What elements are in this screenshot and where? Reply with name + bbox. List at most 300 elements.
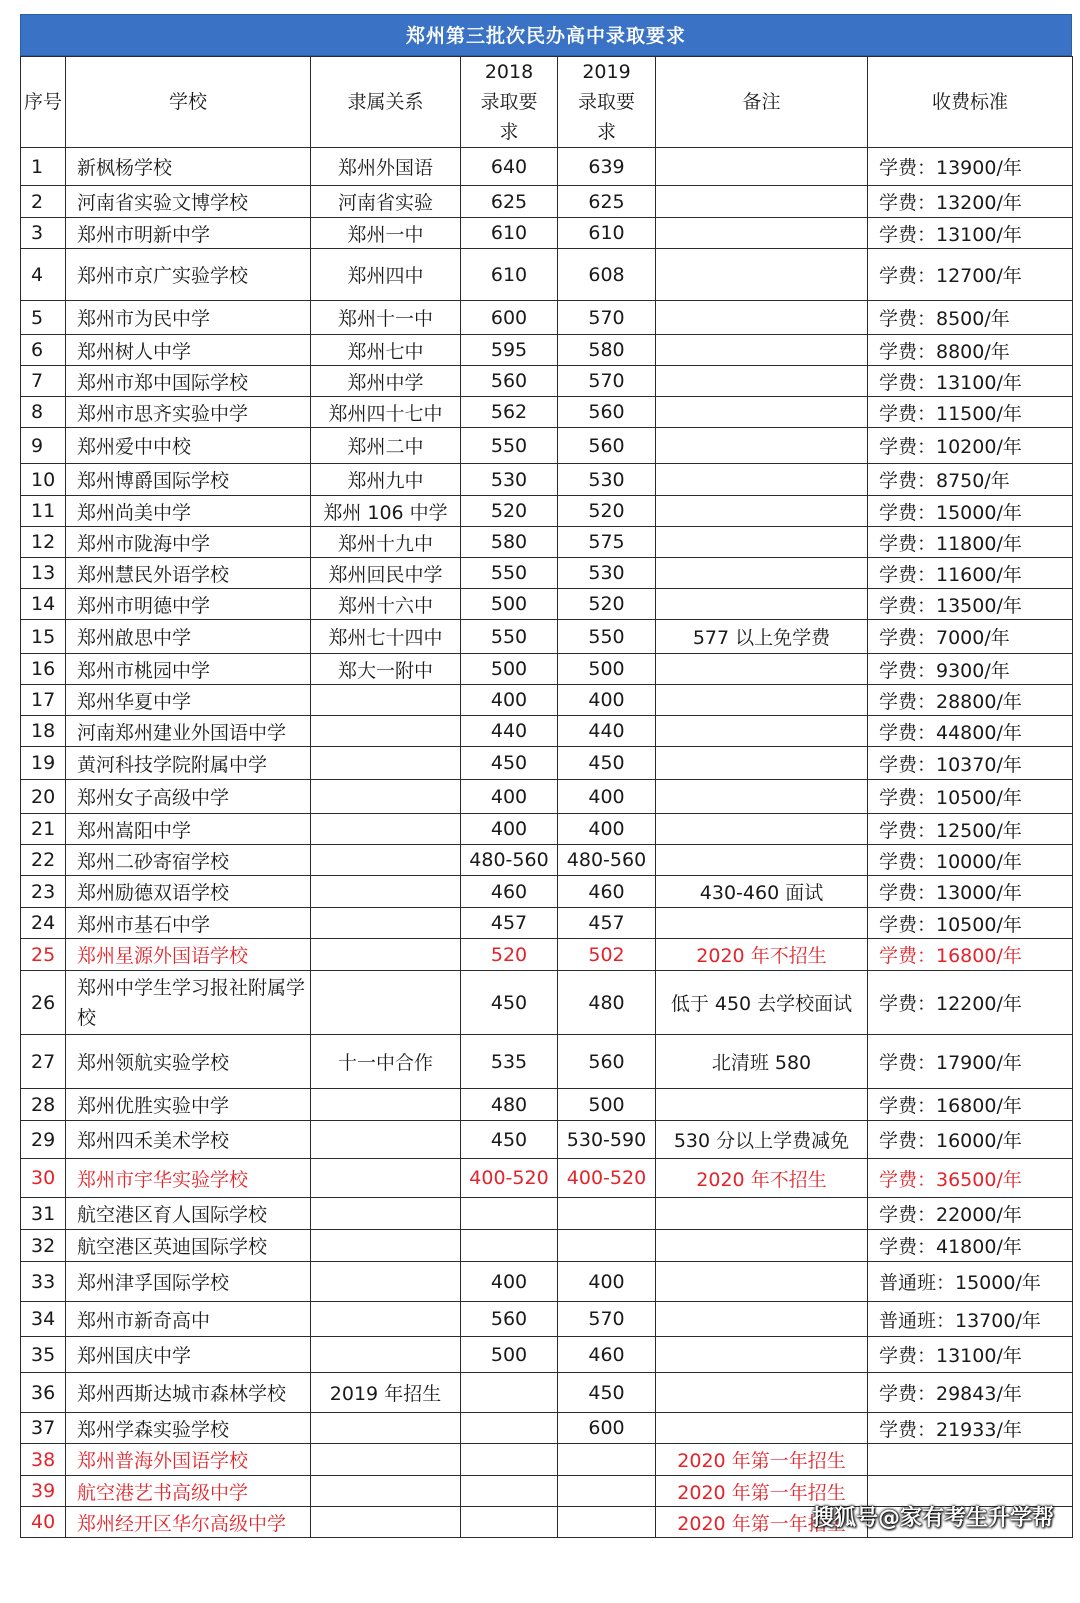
cell-2019: 400 [558,780,656,814]
cell-seq: 30 [21,1159,66,1198]
cell-note: 2020 年第一年招生 [656,1444,868,1476]
cell-fee: 学费：11800/年 [868,527,1073,558]
cell-2019: 560 [558,397,656,428]
cell-seq: 25 [21,939,66,971]
cell-note [656,366,868,397]
cell-2019: 625 [558,186,656,218]
cell-fee: 学费：16800/年 [868,939,1073,971]
table-row [21,335,1073,366]
cell-school: 郑州爱中中校 [66,428,311,464]
cell-fee: 学费：13000/年 [868,876,1073,908]
table-row [21,1230,1073,1262]
cell-seq: 24 [21,908,66,939]
cell-2019: 560 [558,1035,656,1089]
cell-seq: 7 [21,366,66,397]
table-row [21,814,1073,845]
cell-fee: 学费：13100/年 [868,218,1073,249]
cell-note: 2020 年第一年招生 [656,1507,868,1538]
cell-2019 [558,1230,656,1262]
cell-school: 郑州四禾美术学校 [66,1121,311,1159]
cell-fee: 普通班：13700/年 [868,1302,1073,1337]
cell-2018 [461,1373,558,1413]
cell-seq: 4 [21,249,66,301]
cell-school: 郑州中学生学习报社附属学校 [66,971,311,1035]
table-row [21,1337,1073,1373]
cell-2018: 460 [461,876,558,908]
cell-2019: 575 [558,527,656,558]
cell-note [656,1373,868,1413]
cell-2019: 520 [558,589,656,620]
cell-affiliation: 郑州外国语 [311,148,461,186]
cell-2018: 640 [461,148,558,186]
cell-school: 郑州慧民外语学校 [66,558,311,589]
cell-2019: 400 [558,1262,656,1302]
cell-2019: 500 [558,1089,656,1121]
cell-affiliation: 郑州 106 中学 [311,496,461,527]
cell-fee: 学费：28800/年 [868,685,1073,716]
cell-2018: 562 [461,397,558,428]
cell-2019: 460 [558,876,656,908]
table-row [21,1198,1073,1230]
cell-fee: 学费：10370/年 [868,747,1073,780]
cell-2018: 500 [461,1337,558,1373]
cell-school: 郑州市为民中学 [66,301,311,335]
cell-2018 [461,1476,558,1507]
cell-fee: 学费：16800/年 [868,1089,1073,1121]
cell-seq: 9 [21,428,66,464]
cell-seq: 23 [21,876,66,908]
cell-seq: 17 [21,685,66,716]
table-row [21,249,1073,301]
table-row [21,1035,1073,1089]
cell-seq: 5 [21,301,66,335]
admission-table [20,56,1073,1538]
cell-2018: 530 [461,464,558,496]
cell-affiliation: 郑州七中 [311,335,461,366]
cell-note: 530 分以上学费减免 [656,1121,868,1159]
cell-2018: 560 [461,366,558,397]
cell-2018: 500 [461,589,558,620]
cell-affiliation [311,814,461,845]
header-2019: 2019录取要求 [558,57,656,148]
cell-affiliation [311,1507,461,1538]
cell-note [656,1198,868,1230]
cell-seq: 1 [21,148,66,186]
table-row [21,1413,1073,1444]
cell-fee: 学费：10000/年 [868,845,1073,876]
cell-note: 430-460 面试 [656,876,868,908]
cell-note [656,1262,868,1302]
cell-2018: 600 [461,301,558,335]
cell-2018: 400 [461,814,558,845]
cell-school: 郑州经开区华尔高级中学 [66,1507,311,1538]
cell-2019: 460 [558,1337,656,1373]
cell-note [656,496,868,527]
cell-school: 河南郑州建业外国语中学 [66,716,311,747]
cell-school: 郑州领航实验学校 [66,1035,311,1089]
table-row [21,428,1073,464]
cell-2019: 450 [558,1373,656,1413]
cell-affiliation: 河南省实验 [311,186,461,218]
cell-fee: 学费：15000/年 [868,496,1073,527]
cell-affiliation [311,876,461,908]
cell-note: 低于 450 去学校面试 [656,971,868,1035]
cell-2019: 560 [558,428,656,464]
cell-affiliation [311,1444,461,1476]
cell-seq: 18 [21,716,66,747]
watermark: 搜狐号@家有考生升学帮 [811,1506,1054,1531]
cell-note [656,814,868,845]
cell-2018: 625 [461,186,558,218]
cell-fee: 学费：21933/年 [868,1413,1073,1444]
cell-note [656,908,868,939]
cell-fee: 学费：10500/年 [868,780,1073,814]
cell-note [656,1089,868,1121]
cell-seq: 12 [21,527,66,558]
cell-affiliation [311,939,461,971]
table-row [21,780,1073,814]
cell-fee: 学费：10500/年 [868,908,1073,939]
header-fee: 收费标准 [868,57,1073,148]
cell-school: 河南省实验文博学校 [66,186,311,218]
cell-affiliation [311,1121,461,1159]
cell-seq: 3 [21,218,66,249]
cell-school: 郑州市基石中学 [66,908,311,939]
table-row [21,464,1073,496]
cell-school: 郑州市明新中学 [66,218,311,249]
cell-affiliation [311,1337,461,1373]
table-row [21,1089,1073,1121]
cell-note [656,148,868,186]
table-row [21,218,1073,249]
cell-2019: 520 [558,496,656,527]
table-row [21,148,1073,186]
cell-seq: 15 [21,620,66,654]
cell-fee: 学费：12700/年 [868,249,1073,301]
cell-school: 郑州市宇华实验学校 [66,1159,311,1198]
cell-seq: 6 [21,335,66,366]
cell-2018 [461,1507,558,1538]
cell-2018 [461,1198,558,1230]
cell-school: 郑州二砂寄宿学校 [66,845,311,876]
cell-2018: 580 [461,527,558,558]
cell-2019 [558,1444,656,1476]
cell-2019: 530 [558,558,656,589]
table-title: 郑州第三批次民办高中录取要求 [20,14,1072,56]
cell-2018: 535 [461,1035,558,1089]
table-row [21,620,1073,654]
cell-note [656,1413,868,1444]
cell-2018: 450 [461,1121,558,1159]
cell-seq: 28 [21,1089,66,1121]
cell-fee: 学费：10200/年 [868,428,1073,464]
cell-fee: 学费：11500/年 [868,397,1073,428]
cell-affiliation [311,1302,461,1337]
cell-2019: 440 [558,716,656,747]
cell-2019: 400 [558,685,656,716]
cell-fee: 学费：8800/年 [868,335,1073,366]
cell-seq: 35 [21,1337,66,1373]
cell-affiliation: 郑州回民中学 [311,558,461,589]
cell-seq: 36 [21,1373,66,1413]
cell-note [656,685,868,716]
cell-affiliation [311,1262,461,1302]
cell-school: 新枫杨学校 [66,148,311,186]
cell-seq: 8 [21,397,66,428]
cell-2019: 580 [558,335,656,366]
cell-fee: 学费：36500/年 [868,1159,1073,1198]
cell-school: 郑州市陇海中学 [66,527,311,558]
cell-2019: 480-560 [558,845,656,876]
cell-seq: 31 [21,1198,66,1230]
cell-school: 郑州市京广实验学校 [66,249,311,301]
cell-2019: 550 [558,620,656,654]
table-row [21,876,1073,908]
cell-2018: 400 [461,685,558,716]
cell-fee: 学费：13200/年 [868,186,1073,218]
cell-note [656,249,868,301]
table-row [21,397,1073,428]
cell-affiliation: 郑州九中 [311,464,461,496]
cell-2018: 480-560 [461,845,558,876]
cell-school: 郑州尚美中学 [66,496,311,527]
cell-fee: 学费：13100/年 [868,1337,1073,1373]
cell-school: 郑州树人中学 [66,335,311,366]
table-row [21,971,1073,1035]
table-row [21,845,1073,876]
header-row [21,57,1073,148]
table-row [21,685,1073,716]
header-2018: 2018录取要求 [461,57,558,148]
cell-fee: 学费：29843/年 [868,1373,1073,1413]
cell-affiliation: 郑州四中 [311,249,461,301]
cell-affiliation: 郑州中学 [311,366,461,397]
cell-2018: 520 [461,939,558,971]
cell-2019: 502 [558,939,656,971]
header-affiliation: 隶属关系 [311,57,461,148]
cell-2019: 500 [558,654,656,685]
cell-fee: 学费：12200/年 [868,971,1073,1035]
cell-affiliation: 郑州十六中 [311,589,461,620]
cell-school: 郑州华夏中学 [66,685,311,716]
cell-affiliation [311,908,461,939]
cell-seq: 11 [21,496,66,527]
cell-note [656,1230,868,1262]
cell-2019 [558,1507,656,1538]
cell-school: 郑州励德双语学校 [66,876,311,908]
cell-2018: 520 [461,496,558,527]
cell-2019: 570 [558,301,656,335]
cell-note [656,464,868,496]
cell-note [656,780,868,814]
admission-table-sheet [20,14,1072,1538]
cell-note: 北清班 580 [656,1035,868,1089]
cell-seq: 33 [21,1262,66,1302]
cell-note [656,186,868,218]
cell-seq: 29 [21,1121,66,1159]
cell-seq: 40 [21,1507,66,1538]
cell-note [656,527,868,558]
cell-school: 郑州嵩阳中学 [66,814,311,845]
table-row [21,496,1073,527]
cell-school: 郑州国庆中学 [66,1337,311,1373]
cell-2018 [461,1230,558,1262]
cell-seq: 27 [21,1035,66,1089]
cell-seq: 26 [21,971,66,1035]
cell-2018: 450 [461,747,558,780]
cell-2019: 450 [558,747,656,780]
cell-2018: 560 [461,1302,558,1337]
cell-seq: 32 [21,1230,66,1262]
cell-note [656,845,868,876]
cell-fee [868,1444,1073,1476]
cell-fee: 学费：7000/年 [868,620,1073,654]
header-note: 备注 [656,57,868,148]
cell-school: 郑州博爵国际学校 [66,464,311,496]
cell-note [656,747,868,780]
cell-2019: 639 [558,148,656,186]
cell-affiliation [311,685,461,716]
cell-2019: 600 [558,1413,656,1444]
cell-2019: 400 [558,814,656,845]
cell-affiliation [311,1198,461,1230]
cell-seq: 10 [21,464,66,496]
cell-seq: 20 [21,780,66,814]
cell-2018: 400 [461,1262,558,1302]
table-row [21,654,1073,685]
cell-2018: 550 [461,558,558,589]
cell-note [656,218,868,249]
cell-school: 郑州啟思中学 [66,620,311,654]
cell-note [656,301,868,335]
cell-seq: 37 [21,1413,66,1444]
cell-2019: 530-590 [558,1121,656,1159]
table-row [21,527,1073,558]
table-row [21,939,1073,971]
cell-affiliation [311,845,461,876]
cell-note: 2020 年不招生 [656,1159,868,1198]
cell-2018: 550 [461,428,558,464]
cell-2018: 595 [461,335,558,366]
cell-school: 航空港区育人国际学校 [66,1198,311,1230]
cell-affiliation [311,1089,461,1121]
cell-affiliation [311,747,461,780]
cell-2018: 400-520 [461,1159,558,1198]
cell-fee: 学费：16000/年 [868,1121,1073,1159]
table-row [21,716,1073,747]
cell-2018 [461,1444,558,1476]
cell-2019: 530 [558,464,656,496]
table-row [21,1373,1073,1413]
cell-school: 郑州市新奇高中 [66,1302,311,1337]
cell-2018: 480 [461,1089,558,1121]
cell-school: 郑州普海外国语学校 [66,1444,311,1476]
cell-fee: 学费：41800/年 [868,1230,1073,1262]
cell-seq: 13 [21,558,66,589]
cell-school: 郑州优胜实验中学 [66,1089,311,1121]
cell-school: 郑州市明德中学 [66,589,311,620]
cell-note [656,397,868,428]
table-row [21,301,1073,335]
cell-school: 郑州女子高级中学 [66,780,311,814]
header-seq: 序号 [21,57,66,148]
cell-fee: 学费：11600/年 [868,558,1073,589]
cell-affiliation [311,1230,461,1262]
cell-school: 郑州学森实验学校 [66,1413,311,1444]
table-row [21,747,1073,780]
cell-fee: 学费：22000/年 [868,1198,1073,1230]
table-row [21,589,1073,620]
cell-note: 2020 年第一年招生 [656,1476,868,1507]
cell-fee: 学费：12500/年 [868,814,1073,845]
cell-affiliation: 郑大一附中 [311,654,461,685]
cell-affiliation: 十一中合作 [311,1035,461,1089]
cell-2019: 400-520 [558,1159,656,1198]
cell-affiliation [311,716,461,747]
table-row [21,1121,1073,1159]
cell-school: 郑州星源外国语学校 [66,939,311,971]
cell-seq: 38 [21,1444,66,1476]
cell-2019: 570 [558,1302,656,1337]
cell-fee: 学费：9300/年 [868,654,1073,685]
cell-2018: 457 [461,908,558,939]
header-school: 学校 [66,57,311,148]
cell-seq: 22 [21,845,66,876]
table-row [21,1262,1073,1302]
cell-affiliation: 郑州二中 [311,428,461,464]
cell-fee: 学费：13500/年 [868,589,1073,620]
cell-2018: 610 [461,218,558,249]
cell-school: 航空港艺书高级中学 [66,1476,311,1507]
cell-2018: 450 [461,971,558,1035]
cell-affiliation [311,1476,461,1507]
cell-note [656,335,868,366]
cell-affiliation: 郑州一中 [311,218,461,249]
cell-fee: 学费：8750/年 [868,464,1073,496]
cell-2018: 610 [461,249,558,301]
cell-seq: 21 [21,814,66,845]
table-row [21,558,1073,589]
cell-school: 黄河科技学院附属中学 [66,747,311,780]
table-row [21,1302,1073,1337]
cell-affiliation: 郑州十一中 [311,301,461,335]
cell-2018: 550 [461,620,558,654]
cell-seq: 39 [21,1476,66,1507]
cell-note [656,1302,868,1337]
cell-note [656,428,868,464]
cell-fee: 学费：44800/年 [868,716,1073,747]
cell-2019: 457 [558,908,656,939]
cell-note [656,589,868,620]
table-row [21,1159,1073,1198]
cell-affiliation: 郑州七十四中 [311,620,461,654]
cell-school: 郑州市桃园中学 [66,654,311,685]
cell-fee: 普通班：15000/年 [868,1262,1073,1302]
cell-school: 郑州西斯达城市森林学校 [66,1373,311,1413]
cell-2019: 610 [558,218,656,249]
cell-2019 [558,1476,656,1507]
cell-2019: 480 [558,971,656,1035]
cell-school: 航空港区英迪国际学校 [66,1230,311,1262]
cell-note [656,558,868,589]
cell-affiliation: 2019 年招生 [311,1373,461,1413]
cell-seq: 2 [21,186,66,218]
table-row [21,366,1073,397]
cell-seq: 16 [21,654,66,685]
table-row [21,186,1073,218]
cell-2018: 500 [461,654,558,685]
cell-2018: 400 [461,780,558,814]
